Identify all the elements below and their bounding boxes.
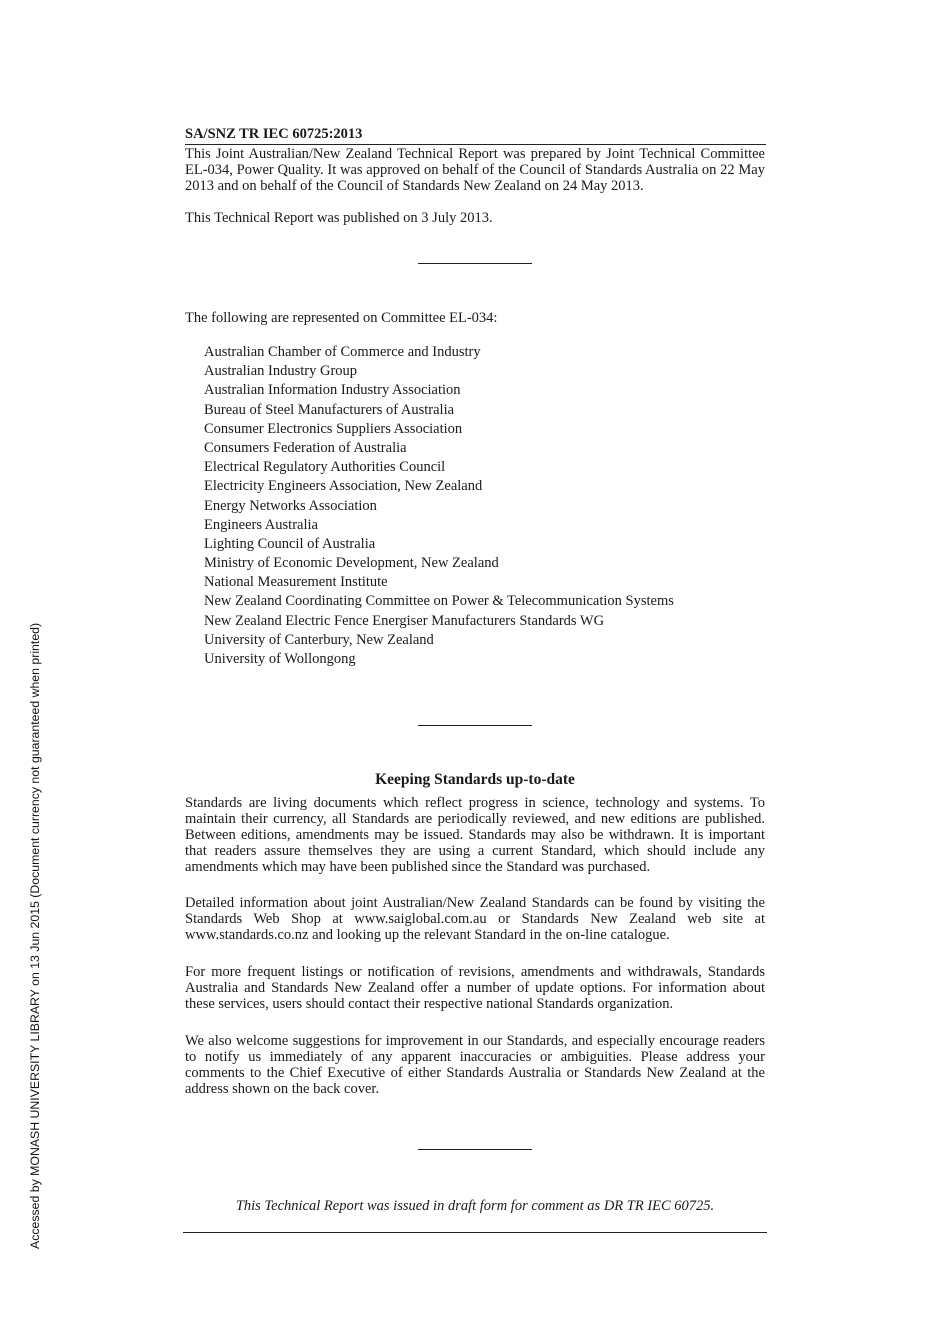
publication-paragraph: This Technical Report was published on 3 July 2013. bbox=[185, 210, 493, 226]
committee-member: Lighting Council of Australia bbox=[204, 535, 376, 552]
draft-note: This Technical Report was issued in draft form for comment as DR TR IEC 60725. bbox=[235, 1198, 715, 1214]
committee-member: Electrical Regulatory Authorities Council bbox=[204, 459, 446, 476]
committee-member: Engineers Australia bbox=[204, 516, 318, 533]
footer-rule bbox=[183, 1232, 767, 1233]
access-watermark: Accessed by MONASH UNIVERSITY LIBRARY on 13 Jun 2015 (Document currency not guaranteed when printed) bbox=[28, 622, 42, 1249]
committee-member: Australian Chamber of Commerce and Industry bbox=[204, 344, 481, 360]
body-paragraph: Standards are living documents which reflect progress in science, technology and systems. To maintain their currency, all Standards are periodically reviewed, and new editions are published. Between editions, amendments may be issued. Standards may also be withdrawn. It is important that readers assure themselves they are using a current Standard, which should include any amendments which may have been published since the Standard was purchased. bbox=[185, 795, 765, 875]
committee-member: University of Canterbury, New Zealand bbox=[204, 631, 434, 648]
document-code: SA/SNZ TR IEC 60725:2013 bbox=[185, 126, 363, 142]
committee-member: Australian Information Industry Association bbox=[204, 382, 461, 399]
committee-member: Consumers Federation of Australia bbox=[204, 439, 407, 456]
committee-member: Ministry of Economic Development, New Zealand bbox=[204, 555, 499, 572]
preparation-paragraph: This Joint Australian/New Zealand Technical Report was prepared by Joint Technical Committee EL-034, Power Quality. It was approved on behalf of the Council of Standards Australia on 22 May 2013 and on behalf of the Council of Standards New Zealand on 24 May 2013. bbox=[185, 146, 765, 194]
committee-member-list bbox=[204, 343, 674, 669]
committee-intro: The following are represented on Committee EL-034: bbox=[185, 310, 498, 326]
body-paragraph: Detailed information about joint Australian/New Zealand Standards can be found by visiting the Standards Web Shop at www.saiglobal.com.au or Standards New Zealand web site at www.standards.co.nz and looking up the relevant Standard in the on-line catalogue. bbox=[185, 895, 765, 943]
section-title: Keeping Standards up-to-date bbox=[375, 771, 575, 788]
committee-member: New Zealand Coordinating Committee on Power & Telecommunication Systems bbox=[204, 593, 674, 610]
committee-member: Energy Networks Association bbox=[204, 497, 377, 514]
body-paragraph: We also welcome suggestions for improvement in our Standards, and especially encourage readers to notify us immediately of any apparent inaccuracies or ambiguities. Please address your comments to the Chief Executive of either Standards Australia or Standards New Zealand at the address shown on the back cover. bbox=[185, 1033, 765, 1097]
committee-member: Consumer Electronics Suppliers Association bbox=[204, 420, 463, 437]
committee-member: Electricity Engineers Association, New Zealand bbox=[204, 478, 483, 495]
committee-member: New Zealand Electric Fence Energiser Manufacturers Standards WG bbox=[204, 612, 605, 629]
separator-rule bbox=[418, 1149, 532, 1150]
separator-rule bbox=[418, 725, 532, 726]
committee-member: Bureau of Steel Manufacturers of Australia bbox=[204, 401, 455, 418]
committee-member: University of Wollongong bbox=[204, 651, 356, 667]
committee-member: National Measurement Institute bbox=[204, 574, 388, 591]
body-paragraph: For more frequent listings or notification of revisions, amendments and withdrawals, Standards Australia and Standards New Zealand offer a number of update options. For information about these services, users should contact their respective national Standards organization. bbox=[185, 964, 765, 1012]
committee-member: Australian Industry Group bbox=[204, 363, 358, 380]
header-rule bbox=[185, 144, 766, 145]
separator-rule bbox=[418, 263, 532, 264]
